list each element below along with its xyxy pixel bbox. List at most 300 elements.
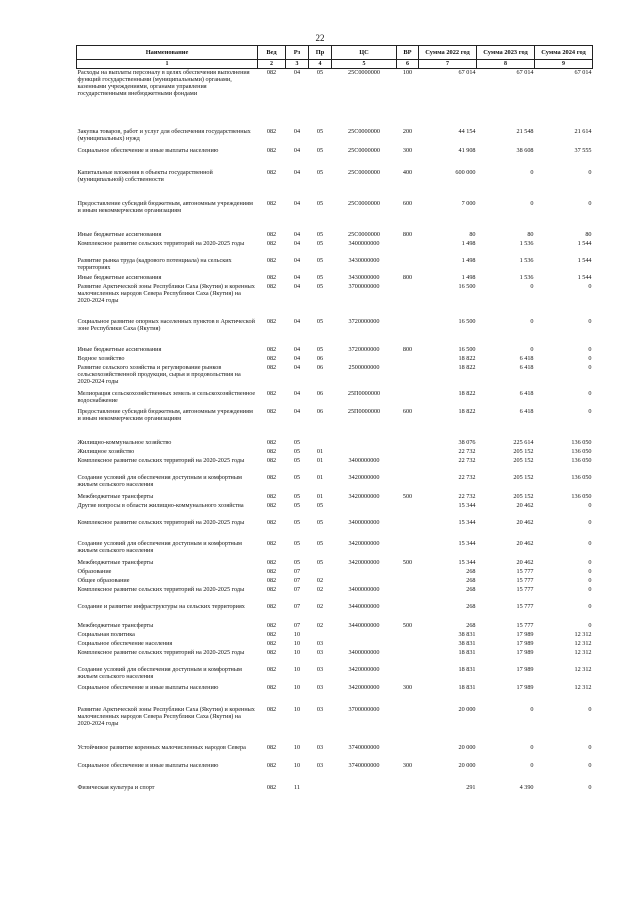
row-rz: 05: [293, 558, 301, 566]
row-sum-2024: 12 312: [574, 639, 592, 647]
row-sum-2022: 18 822: [458, 363, 476, 371]
row-sum-2024: 0: [588, 168, 592, 176]
row-cs: 3720000000: [348, 345, 380, 353]
table-row: [77, 257, 593, 274]
row-sum-2023: 0: [530, 168, 534, 176]
table-row: [77, 577, 593, 586]
row-rz: 10: [293, 630, 301, 638]
table-row: [77, 684, 593, 706]
row-cs: 25С0000000: [348, 127, 380, 135]
row-sum-2022: 1 498: [461, 239, 476, 247]
row-sum-2022: 38 831: [458, 639, 476, 647]
row-name: Развитие сельского хозяйства и регулирование рынков сельскохозяйственной продукции, сырья и продовольствия на 2020-2024 годы: [77, 363, 241, 385]
row-sum-2023: 15 777: [516, 602, 534, 610]
row-ved: 082: [266, 256, 277, 264]
row-sum-2024: 80: [585, 230, 592, 238]
table-row: [77, 474, 593, 493]
row-sum-2024: 12 312: [574, 648, 592, 656]
table-row: [77, 493, 593, 502]
row-sum-2024: 136 050: [571, 492, 592, 500]
row-vr: [397, 318, 419, 346]
row-sum-2024: 0: [588, 518, 592, 526]
row-sum-2024: 0: [588, 743, 592, 751]
header-ved: Вед: [258, 46, 286, 60]
row-ved: 082: [266, 389, 277, 397]
row-vr: 600: [402, 199, 413, 207]
row-vr: [397, 568, 419, 577]
header-sum-2024: Сумма 2024 год: [535, 46, 593, 60]
row-sum-2023: 0: [530, 761, 534, 769]
row-ved: 082: [266, 407, 277, 415]
row-rz: 05: [293, 438, 301, 446]
table-row: [77, 439, 593, 448]
row-sum-2022: 268: [466, 621, 476, 629]
column-number: 6: [397, 60, 419, 69]
row-sum-2022: 22 732: [458, 492, 476, 500]
row-vr: [397, 706, 419, 744]
row-cs: [332, 439, 397, 448]
row-sum-2024: 37 555: [574, 146, 592, 154]
row-name: Комплексное развитие сельских территорий на 2020-2025 годы: [77, 648, 245, 656]
row-cs: 3420000000: [348, 665, 380, 673]
row-sum-2023: 0: [530, 743, 534, 751]
row-name: Межбюджетные трансферты: [77, 621, 154, 629]
row-sum-2022: 22 732: [458, 456, 476, 464]
table-body: [77, 69, 593, 793]
row-vr: [397, 474, 419, 493]
row-sum-2023: 20 462: [516, 558, 534, 566]
header-rz: Рз: [286, 46, 309, 60]
row-rz: 11: [294, 783, 300, 791]
row-name: Социальная политика: [77, 630, 135, 638]
row-rz: 04: [293, 407, 301, 415]
table-row: [77, 240, 593, 257]
row-sum-2023: 205 152: [513, 447, 534, 455]
row-ved: 082: [266, 199, 277, 207]
row-vr: [397, 448, 419, 457]
row-sum-2024: 12 312: [574, 665, 592, 673]
row-sum-2022: 22 732: [458, 447, 476, 455]
row-sum-2023: 4 390: [519, 783, 534, 791]
column-number: 8: [477, 60, 535, 69]
row-vr: [397, 649, 419, 666]
row-sum-2022: 268: [466, 602, 476, 610]
row-sum-2023: 1 536: [519, 273, 534, 281]
row-sum-2024: 0: [588, 407, 592, 415]
table-row: [77, 200, 593, 231]
row-sum-2023: 225 614: [513, 438, 534, 446]
row-cs: 25С0000000: [348, 199, 380, 207]
column-number: 4: [309, 60, 332, 69]
row-name: Образование: [77, 567, 112, 575]
row-cs: 25С0000000: [348, 69, 380, 76]
row-ved: 082: [266, 317, 277, 325]
row-name: Иные бюджетные ассигнования: [77, 345, 162, 353]
row-rz: 10: [293, 665, 301, 673]
row-vr: [397, 540, 419, 559]
row-sum-2024: 0: [588, 576, 592, 584]
row-cs: [332, 355, 397, 364]
row-vr: 300: [402, 683, 413, 691]
row-cs: 3400000000: [348, 239, 380, 247]
table-row: [77, 519, 593, 540]
row-vr: [397, 603, 419, 622]
table-row: [77, 364, 593, 390]
row-sum-2024: 136 050: [571, 473, 592, 481]
row-sum-2022: 18 831: [458, 648, 476, 656]
row-pr: 06: [316, 354, 324, 362]
row-pr: 05: [316, 501, 324, 509]
row-cs: 3420000000: [348, 492, 380, 500]
row-pr: 03: [316, 705, 324, 713]
row-rz: 07: [293, 585, 301, 593]
row-pr: 03: [316, 639, 324, 647]
row-ved: 082: [266, 345, 277, 353]
row-name: Жилищное хозяйство: [77, 447, 135, 455]
row-sum-2022: 18 822: [458, 407, 476, 415]
row-vr: [397, 257, 419, 274]
row-name: Предоставление субсидий бюджетным, автономным учреждениям и иным некоммерческим организациям: [77, 199, 253, 214]
table-row: [77, 622, 593, 631]
row-rz: 07: [293, 621, 301, 629]
row-pr: 02: [316, 621, 324, 629]
row-sum-2022: 16 500: [458, 282, 476, 290]
row-pr: 06: [316, 363, 324, 371]
header-cs: ЦС: [332, 46, 397, 60]
row-vr: [397, 640, 419, 649]
row-cs: 2500000000: [348, 363, 380, 371]
row-vr: [397, 502, 419, 519]
row-pr: 05: [316, 518, 324, 526]
row-sum-2023: 6 418: [519, 363, 534, 371]
row-sum-2023: 6 418: [519, 407, 534, 415]
row-sum-2023: 205 152: [513, 473, 534, 481]
row-name: Развитие Арктической зоны Республики Саха (Якутия) и коренных малочисленных народов Севера Республики Саха (Якутия) на 2020-2024 годы: [77, 282, 255, 304]
row-sum-2023: 17 989: [516, 648, 534, 656]
row-name: Мелиорация сельскохозяйственных земель и сельскохозяйственное водоснабжение: [77, 389, 256, 404]
row-sum-2024: 0: [588, 199, 592, 207]
row-name: Социальное развитие опорных населенных пунктов в Арктической зоне Республики Саха (Якутия): [77, 317, 255, 332]
row-sum-2023: 17 989: [516, 630, 534, 638]
row-cs: 3420000000: [348, 558, 380, 566]
row-pr: 03: [316, 665, 324, 673]
row-sum-2023: 6 418: [519, 389, 534, 397]
row-rz: 04: [293, 282, 301, 290]
row-pr: 05: [316, 256, 324, 264]
table-row: [77, 706, 593, 744]
row-cs: 3430000000: [348, 273, 380, 281]
row-name: Иные бюджетные ассигнования: [77, 230, 162, 238]
row-pr: 02: [316, 602, 324, 610]
row-sum-2024: 67 014: [574, 69, 592, 76]
row-cs: 25С0000000: [348, 168, 380, 176]
row-sum-2023: 0: [530, 282, 534, 290]
row-pr: 05: [316, 230, 324, 238]
row-name: Водное хозяйство: [77, 354, 125, 362]
row-vr: 200: [402, 127, 413, 135]
row-cs: 3440000000: [348, 602, 380, 610]
row-vr: 300: [402, 146, 413, 154]
row-cs: [332, 502, 397, 519]
row-cs: [332, 640, 397, 649]
row-pr: 05: [316, 317, 324, 325]
column-number: 9: [535, 60, 593, 69]
row-sum-2022: 18 831: [458, 683, 476, 691]
row-rz: 05: [293, 447, 301, 455]
row-vr: [397, 457, 419, 474]
row-cs: 3400000000: [348, 456, 380, 464]
row-rz: 04: [293, 273, 301, 281]
row-name: Общее образование: [77, 576, 130, 584]
row-sum-2023: 0: [530, 705, 534, 713]
table-row: [77, 502, 593, 519]
row-sum-2022: 67 014: [458, 69, 476, 76]
row-rz: 04: [293, 168, 301, 176]
row-pr: [309, 784, 332, 793]
row-cs: 3400000000: [348, 648, 380, 656]
row-name: Социальное обеспечение и иные выплаты населению: [77, 683, 219, 691]
row-sum-2023: 15 777: [516, 567, 534, 575]
row-ved: 082: [266, 282, 277, 290]
row-ved: 082: [266, 558, 277, 566]
row-pr: 05: [316, 539, 324, 547]
row-name: Развитие Арктической зоны Республики Саха (Якутия) и коренных малочисленных народов Севера Республики Саха (Якутия) на 2020-2024 годы: [77, 705, 255, 727]
row-vr: 100: [402, 69, 413, 76]
row-sum-2023: 20 462: [516, 501, 534, 509]
row-name: Создание и развитие инфраструктуры на сельских территориях: [77, 602, 245, 610]
row-cs: 25С0000000: [348, 230, 380, 238]
row-sum-2023: 0: [530, 199, 534, 207]
row-sum-2022: 1 498: [461, 273, 476, 281]
row-sum-2022: 16 500: [458, 345, 476, 353]
table-row: [77, 631, 593, 640]
row-rz: 05: [293, 473, 301, 481]
row-sum-2023: 205 152: [513, 456, 534, 464]
row-sum-2022: 15 344: [458, 518, 476, 526]
row-cs: 3440000000: [348, 621, 380, 629]
row-ved: 082: [266, 585, 277, 593]
row-name: Социальное обеспечение и иные выплаты населению: [77, 761, 219, 769]
row-sum-2023: 21 548: [516, 127, 534, 135]
row-ved: 082: [266, 69, 277, 76]
table-row: [77, 408, 593, 439]
row-sum-2024: 136 050: [571, 438, 592, 446]
row-ved: 082: [266, 146, 277, 154]
row-vr: [397, 283, 419, 318]
row-sum-2023: 80: [527, 230, 534, 238]
row-pr: 06: [316, 407, 324, 415]
row-sum-2024: 0: [588, 345, 592, 353]
row-vr: 500: [402, 492, 413, 500]
header-sum-2022: Сумма 2022 год: [419, 46, 477, 60]
row-sum-2022: 18 831: [458, 665, 476, 673]
row-ved: 082: [266, 761, 277, 769]
row-sum-2024: 136 050: [571, 456, 592, 464]
table-row: [77, 457, 593, 474]
row-sum-2024: 0: [588, 539, 592, 547]
row-sum-2022: 20 000: [458, 705, 476, 713]
row-pr: 05: [316, 168, 324, 176]
row-cs: 3700000000: [348, 282, 380, 290]
row-name: Создание условий для обеспечения доступным и комфортным жильем сельского населения: [77, 539, 242, 554]
row-vr: [397, 577, 419, 586]
row-rz: 04: [293, 127, 301, 135]
row-cs: [332, 568, 397, 577]
row-sum-2023: 0: [530, 345, 534, 353]
row-ved: 082: [266, 639, 277, 647]
row-ved: 082: [266, 127, 277, 135]
row-rz: 05: [293, 518, 301, 526]
row-sum-2022: 15 344: [458, 558, 476, 566]
row-ved: 082: [266, 743, 277, 751]
row-cs: 3740000000: [348, 743, 380, 751]
row-sum-2022: 268: [466, 585, 476, 593]
column-number: 5: [332, 60, 397, 69]
row-rz: 05: [293, 539, 301, 547]
row-ved: 082: [266, 168, 277, 176]
row-pr: 05: [316, 282, 324, 290]
table-row: [77, 744, 593, 762]
row-pr: 03: [316, 683, 324, 691]
row-pr: 05: [316, 273, 324, 281]
row-pr: 03: [316, 648, 324, 656]
row-sum-2024: 1 544: [577, 239, 592, 247]
row-ved: 082: [266, 783, 277, 791]
row-rz: 04: [293, 256, 301, 264]
header-vr: ВР: [397, 46, 419, 60]
header-name: Наименование: [77, 46, 258, 60]
page-number: 22: [315, 33, 325, 43]
row-sum-2024: 0: [588, 501, 592, 509]
row-sum-2022: 15 344: [458, 501, 476, 509]
row-name: Другие вопросы в области жилищно-коммунального хозяйства: [77, 501, 244, 509]
row-sum-2024: 0: [588, 317, 592, 325]
row-ved: 082: [266, 273, 277, 281]
row-cs: 3420000000: [348, 683, 380, 691]
row-ved: 082: [266, 567, 277, 575]
row-sum-2023: 15 777: [516, 585, 534, 593]
row-pr: 03: [316, 761, 324, 769]
table-row: [77, 274, 593, 283]
row-ved: 082: [266, 239, 277, 247]
row-pr: 01: [316, 473, 324, 481]
header-sum-2023: Сумма 2023 год: [477, 46, 535, 60]
column-number: 7: [419, 60, 477, 69]
table-row: [77, 448, 593, 457]
row-pr: 01: [316, 456, 324, 464]
row-ved: 082: [266, 576, 277, 584]
row-sum-2022: 38 076: [458, 438, 476, 446]
row-sum-2022: 7 000: [461, 199, 476, 207]
row-cs: [332, 577, 397, 586]
row-ved: 082: [266, 648, 277, 656]
row-sum-2024: 0: [588, 567, 592, 575]
row-cs: 25С0000000: [348, 146, 380, 154]
row-rz: 10: [293, 683, 301, 691]
table-row: [77, 169, 593, 200]
row-pr: 01: [316, 447, 324, 455]
row-name: Жилищно-коммунальное хозяйство: [77, 438, 172, 446]
row-pr: 06: [316, 389, 324, 397]
row-vr: 500: [402, 621, 413, 629]
row-sum-2024: 0: [588, 558, 592, 566]
row-pr: [309, 631, 332, 640]
row-sum-2022: 22 732: [458, 473, 476, 481]
row-vr: [397, 631, 419, 640]
row-cs: 3420000000: [348, 539, 380, 547]
row-sum-2024: 21 614: [574, 127, 592, 135]
table-row: [77, 318, 593, 346]
row-name: Капитальные вложения в объекты государственной (муниципальной) собственности: [77, 168, 213, 183]
row-sum-2023: 17 989: [516, 639, 534, 647]
row-ved: 082: [266, 665, 277, 673]
table-row: [77, 649, 593, 666]
row-rz: 04: [293, 354, 301, 362]
table-row: [77, 603, 593, 622]
row-name: Иные бюджетные ассигнования: [77, 273, 162, 281]
row-ved: 082: [266, 492, 277, 500]
table-row: [77, 69, 593, 128]
row-pr: 05: [316, 127, 324, 135]
row-sum-2023: 0: [530, 317, 534, 325]
row-ved: 082: [266, 230, 277, 238]
row-sum-2024: 1 544: [577, 273, 592, 281]
row-sum-2024: 0: [588, 389, 592, 397]
row-sum-2022: 20 000: [458, 743, 476, 751]
row-pr: 05: [316, 558, 324, 566]
table-row: [77, 559, 593, 568]
row-pr: 02: [316, 585, 324, 593]
row-vr: [397, 586, 419, 603]
row-vr: [397, 364, 419, 390]
table-row: [77, 231, 593, 240]
row-rz: 10: [293, 648, 301, 656]
row-name: Социальное обеспечение населения: [77, 639, 173, 647]
row-sum-2022: 20 000: [458, 761, 476, 769]
row-sum-2024: 0: [588, 761, 592, 769]
table-row: [77, 390, 593, 408]
row-rz: 04: [293, 199, 301, 207]
row-vr: [397, 355, 419, 364]
row-pr: 01: [316, 492, 324, 500]
row-pr: 05: [316, 199, 324, 207]
row-sum-2024: 0: [588, 282, 592, 290]
row-ved: 082: [266, 621, 277, 629]
row-name: Комплексное развитие сельских территорий на 2020-2025 годы: [77, 239, 245, 247]
row-name: Создание условий для обеспечения доступным и комфортным жильем сельского населения: [77, 473, 242, 488]
budget-table: [76, 45, 593, 793]
row-name: Развитие рынка труда (кадрового потенциала) на сельских территориях: [77, 256, 232, 271]
row-pr: 02: [316, 576, 324, 584]
row-sum-2024: 0: [588, 585, 592, 593]
row-sum-2024: 0: [588, 602, 592, 610]
row-rz: 07: [293, 567, 301, 575]
table-row: [77, 784, 593, 793]
row-vr: 800: [402, 273, 413, 281]
row-vr: [397, 744, 419, 762]
row-sum-2022: 18 822: [458, 354, 476, 362]
row-cs: 3740000000: [348, 761, 380, 769]
row-sum-2023: 15 777: [516, 621, 534, 629]
row-sum-2022: 1 498: [461, 256, 476, 264]
row-pr: 05: [316, 69, 324, 76]
row-name: Устойчивое развитие коренных малочисленных народов Севера: [77, 743, 246, 751]
row-ved: 082: [266, 518, 277, 526]
row-cs: 3400000000: [348, 518, 380, 526]
column-number: 1: [77, 60, 258, 69]
row-cs: 25П0000000: [347, 407, 381, 415]
row-sum-2022: 18 822: [458, 389, 476, 397]
